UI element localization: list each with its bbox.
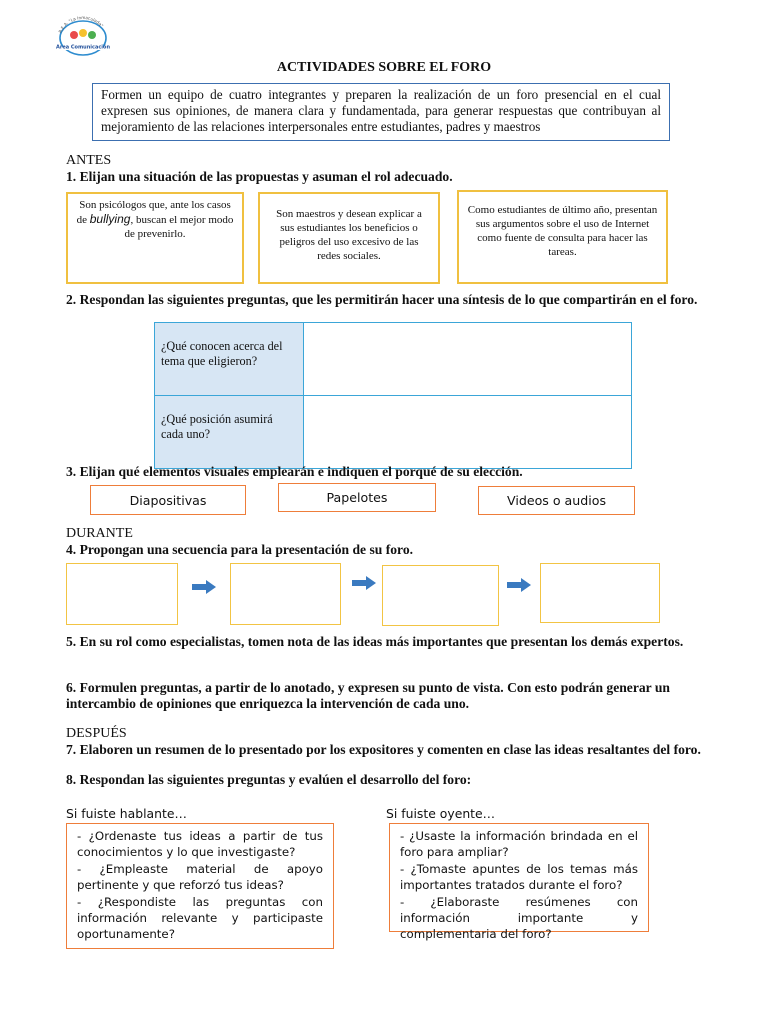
sequence-step-box[interactable] [230, 563, 341, 625]
section-heading-despues: DESPUÉS [66, 726, 127, 741]
logo-caption: Area Comunicación [56, 44, 110, 51]
question-2: 2. Respondan las siguientes preguntas, que les permitirán hacer una síntesis de lo que compartirán en el foro. [66, 292, 698, 307]
sequence-step-box[interactable] [540, 563, 660, 623]
school-logo-graphic [54, 14, 112, 56]
checklist-item: - ¿Empleaste material de apoyo pertinente y que reforzó tus ideas? [77, 861, 323, 893]
role-card-text: , buscan el mejor modo de prevenirlo. [124, 214, 234, 240]
role-card-psychologists [66, 192, 244, 284]
arrow-right-icon [352, 576, 376, 590]
role-card-students [457, 190, 668, 284]
section-heading-antes: ANTES [66, 153, 112, 168]
table-answer-cell[interactable] [304, 396, 632, 469]
logo-arc-text: R.E.A. "La Inmaculada" [57, 14, 105, 34]
speaker-label: Si fuiste hablante… [66, 806, 187, 821]
page-title: ACTIVIDADES SOBRE EL FORO [276, 60, 492, 75]
table-question-cell: ¿Qué conocen acerca del tema que eligieron? [155, 323, 304, 396]
table-answer-cell[interactable] [304, 323, 632, 396]
instructions-box: Formen un equipo de cuatro integrantes y preparen la realización de un foro presencial en el cual expresen sus opiniones, de manera clara y fundamentada, para generar respuestas que contribuyan al mejoramiento de las relaciones interpersonales entre estudiantes, padres y maestros [92, 83, 670, 141]
question-3: 3. Elijan qué elementos visuales emplearán e indiquen el porqué de su elección. [66, 464, 523, 479]
table-question-cell: ¿Qué posición asumirá cada uno? [155, 396, 304, 469]
role-card-teachers [258, 192, 440, 284]
listener-checklist [389, 823, 649, 942]
visual-option-slides: Diapositivas [90, 485, 246, 515]
checklist-item: - ¿Usaste la información brindada en el foro para ampliar? [400, 829, 638, 860]
listener-label: Si fuiste oyente… [386, 806, 496, 821]
role-card-text: Son psicólogos que, ante los casos de [76, 199, 231, 226]
visual-option-flipcharts: Papelotes [278, 483, 436, 512]
arrow-right-icon [507, 578, 531, 592]
checklist-item: - ¿Ordenaste tus ideas a partir de tus conocimientos y lo que investigaste? [77, 829, 323, 860]
question-4: 4. Propongan una secuencia para la presentación de su foro. [66, 542, 414, 557]
speaker-checklist [66, 823, 334, 949]
section-heading-durante: DURANTE [66, 526, 133, 541]
checklist-item: - ¿Respondiste las preguntas con información relevante y participaste oportunamente? [77, 894, 323, 942]
question-6: 6. Formulen preguntas, a partir de lo anotado, y expresen su punto de vista. Con esto podrán generar un intercambio de opiniones que enriquezca la intervención de cada uno. [66, 680, 670, 711]
arrow-right-icon [192, 580, 216, 594]
school-logo [54, 14, 112, 56]
question-1: 1. Elijan una situación de las propuestas y asuman el rol adecuado. [66, 169, 453, 184]
synthesis-table [154, 322, 632, 469]
sequence-step-box[interactable] [382, 565, 499, 626]
question-8: 8. Respondan las siguientes preguntas y evalúen el desarrollo del foro: [66, 772, 472, 787]
question-7: 7. Elaboren un resumen de lo presentado por los expositores y comenten en clase las ideas resaltantes del foro. [66, 742, 701, 757]
checklist-item: - ¿Elaboraste resúmenes con información importante y complementaria del foro? [400, 894, 638, 942]
sequence-step-box[interactable] [66, 563, 178, 625]
table-row [155, 323, 632, 396]
visual-option-videos: Videos o audios [478, 486, 635, 515]
checklist-item: - ¿Tomaste apuntes de los temas más importantes tratados durante el foro? [400, 861, 638, 893]
role-card-text: Son maestros y desean explicar a sus estudiantes los beneficios o peligros del uso excesivo de las redes sociales. [276, 208, 422, 262]
role-card-emphasis: bullying [89, 212, 131, 226]
role-card-text: Como estudiantes de último año, presentan sus argumentos sobre el uso de Internet como fuente de consulta para hacer las tareas. [467, 204, 658, 258]
question-5: 5. En su rol como especialistas, tomen nota de las ideas más importantes que presentan los demás expertos. [66, 634, 684, 649]
table-row [155, 396, 632, 469]
